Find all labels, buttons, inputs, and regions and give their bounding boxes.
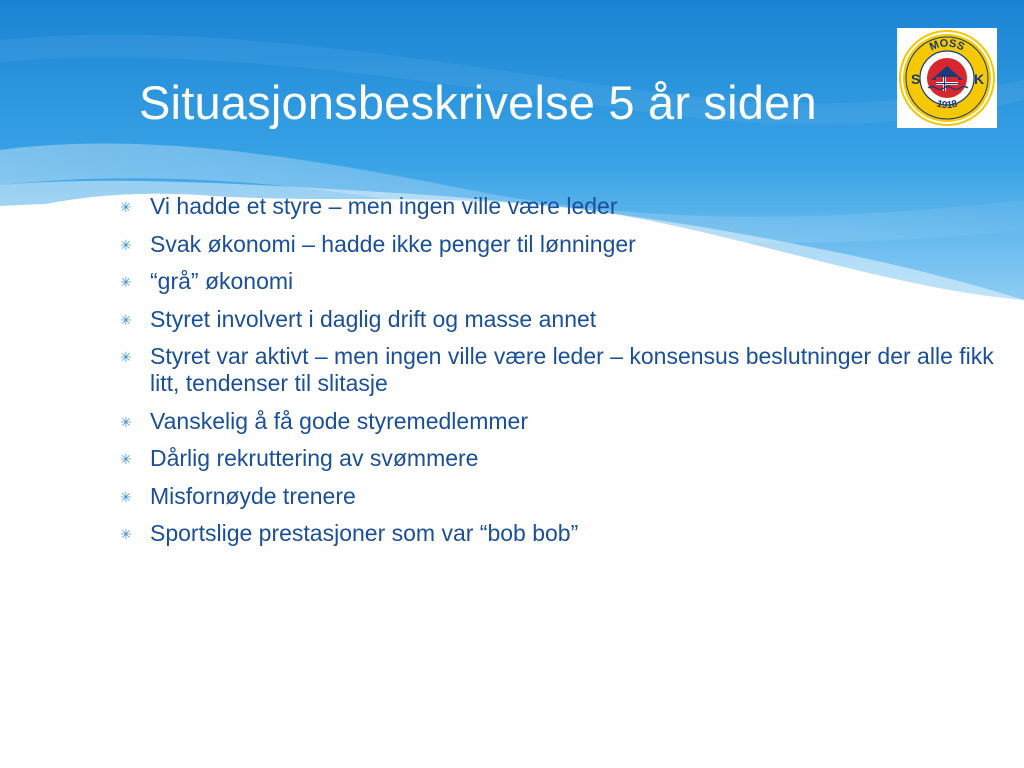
bullet-item: [117, 231, 997, 258]
bullet-item: [117, 306, 997, 333]
bullet-marker-icon: ✳: [120, 199, 132, 215]
bullet-text: Sportslige prestasjoner som var “bob bob”: [150, 520, 579, 546]
bullet-item: [117, 483, 997, 510]
bullet-marker-icon: ✳: [120, 311, 132, 328]
bullet-text: Styret var aktivt – men ingen ville være leder – konsensus beslutninger der alle fikk litt, tendenser til slitasje: [150, 343, 994, 396]
bullet-marker-icon: ✳: [120, 526, 132, 542]
bullet-text: Styret involvert i daglig drift og masse annet: [150, 305, 597, 332]
bullet-text: Svak økonomi – hadde ikke penger til lønninger: [150, 230, 636, 257]
bullet-marker-icon: ✳: [120, 274, 132, 290]
moss-sk-logo-icon: [897, 28, 997, 128]
svg-text:S: S: [911, 71, 921, 87]
svg-text:MOSS: MOSS: [927, 37, 967, 54]
slide-title: Situasjonsbeskrivelse 5 år siden: [139, 76, 817, 129]
bullet-item: [117, 520, 997, 547]
bullet-text: Vanskelig å få gode styremedlemmer: [150, 407, 528, 434]
bullet-text: Dårlig rekruttering av svømmere: [150, 445, 479, 471]
svg-text:1918: 1918: [935, 98, 959, 112]
bullet-marker-icon: ✳: [120, 488, 132, 505]
svg-text:K: K: [974, 71, 985, 87]
bullet-list: [117, 193, 997, 558]
bullet-marker-icon: ✳: [120, 236, 132, 253]
bullet-text: “grå” økonomi: [150, 268, 294, 294]
bullet-text: Vi hadde et styre – men ingen ville være leder: [150, 193, 618, 219]
bullet-item: [117, 408, 997, 435]
bullet-marker-icon: ✳: [120, 451, 132, 467]
bullet-item: [117, 193, 997, 220]
bullet-item: [117, 268, 997, 295]
bullet-item: [117, 343, 997, 397]
bullet-item: [117, 445, 997, 472]
club-logo: [897, 28, 997, 128]
bullet-text: Misfornøyde trenere: [150, 482, 356, 509]
bullet-marker-icon: ✳: [120, 349, 132, 365]
bullet-marker-icon: ✳: [120, 413, 132, 430]
